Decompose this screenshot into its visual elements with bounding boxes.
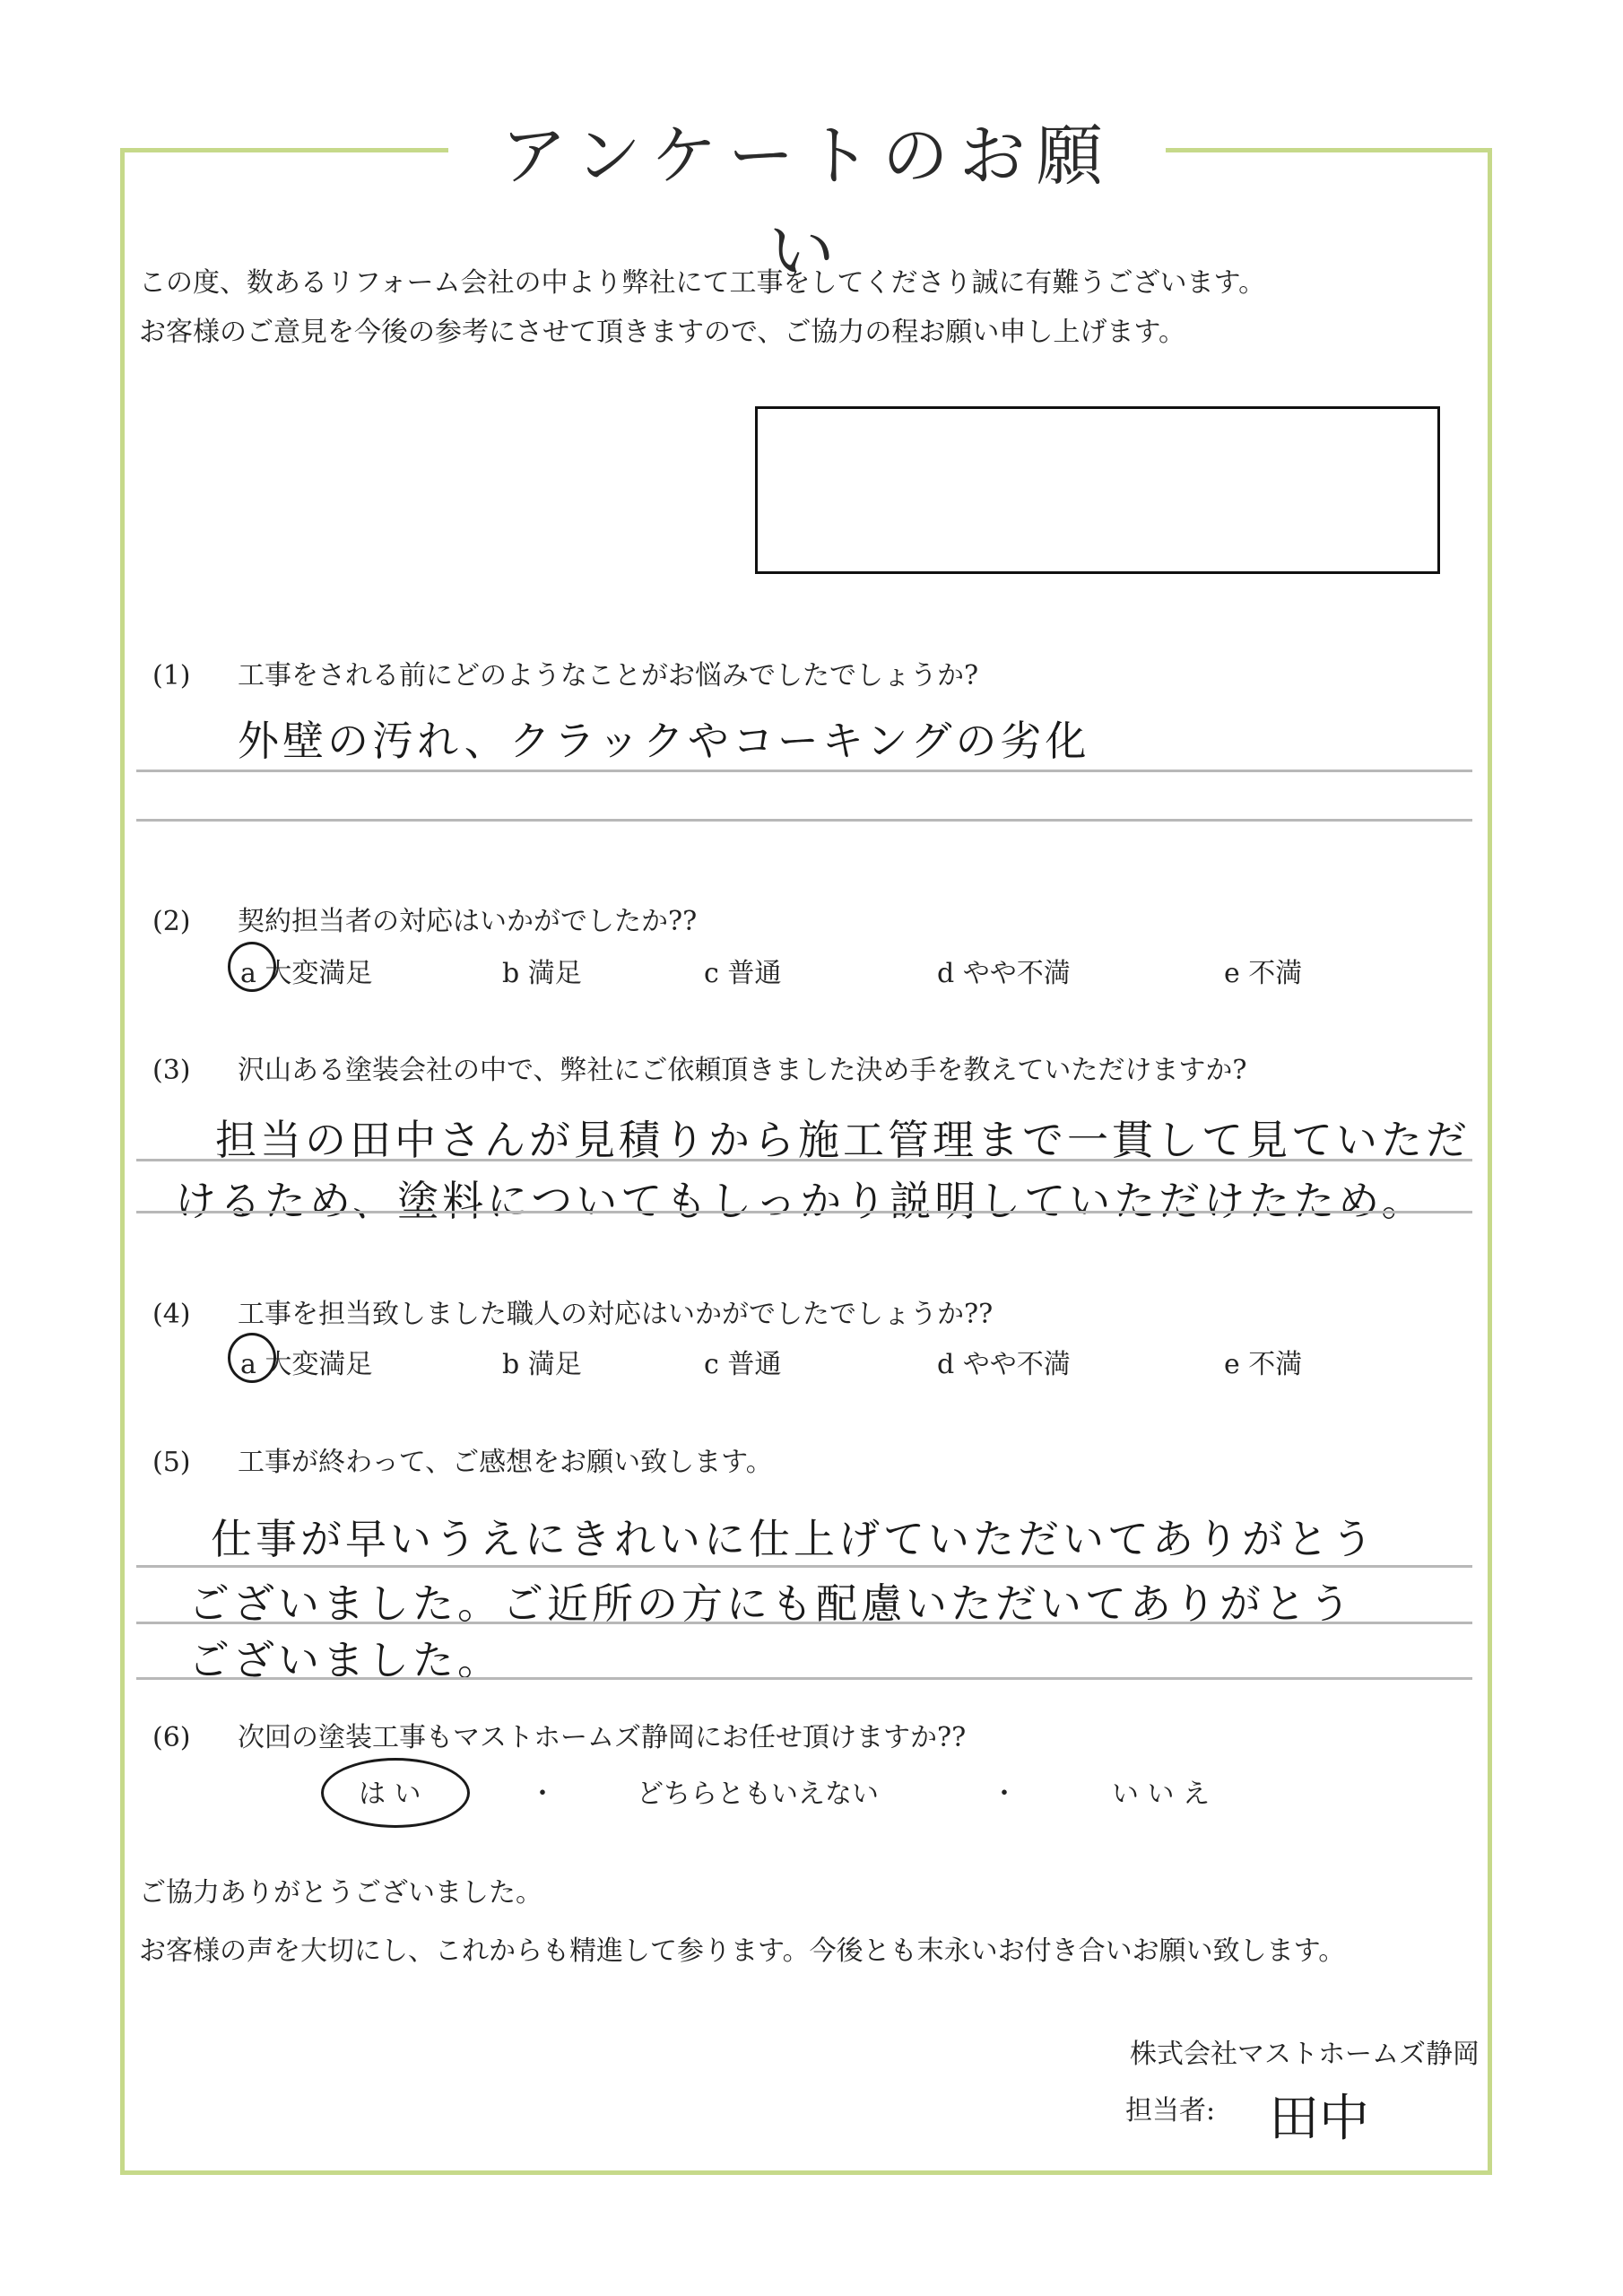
q4-option-e[interactable]: e 不満 [1224,1349,1303,1380]
q2-selection-circle [228,942,276,992]
q2-option-a[interactable]: a 大変満足 [240,958,373,989]
q2-option-c[interactable]: c 普通 [704,958,782,989]
intro-line-2: お客様のご意見を今後の参考にさせて頂きますので、ご協力の程お願い申し上げます。 [139,317,1185,348]
company-name: 株式会社マストホームズ静岡 [1130,2039,1480,2070]
question-3: (3) 沢山ある塗装会社の中で、弊社にご依頼頂きました決め手を教えていただけますか? [152,1055,1247,1086]
q2-option-b[interactable]: b 満足 [502,958,582,989]
question-2: (2) 契約担当者の対応はいかがでしたか?? [152,906,698,937]
closing-line-1: ご協力ありがとうございました。 [139,1877,542,1909]
question-4: (4) 工事を担当致しました職人の対応はいかがでしたでしょうか?? [152,1299,994,1330]
redacted-name-box [755,406,1440,574]
intro-line-1: この度、数あるリフォーム会社の中より弊社にて工事をしてくださり誠に有難うございます。 [139,267,1266,299]
q6-separator: ・ [529,1779,556,1810]
q4-selection-circle [228,1333,276,1383]
q2-option-e[interactable]: e 不満 [1224,958,1303,989]
answer-1-line-1: 外壁の汚れ、クラックやコーキングの劣化 [238,717,1090,765]
q6-separator: ・ [991,1779,1018,1810]
staff-label: 担当者: [1125,2095,1216,2126]
page-title: アンケートのお願い [448,103,1166,293]
q4-option-a[interactable]: a 大変満足 [240,1349,373,1380]
answer-3-line-2: けるため、塗料についてもしっかり説明していただけたため。 [175,1177,1427,1225]
question-1: (1) 工事をされる前にどのようなことがお悩みでしたでしょうか? [152,660,979,691]
question-6: (6) 次回の塗装工事もマストホームズ静岡にお任せ頂けますか?? [152,1722,967,1753]
answer-rule [136,1565,1472,1568]
question-5: (5) 工事が終わって、ご感想をお願い致します。 [152,1447,773,1478]
answer-rule [136,819,1472,822]
answer-rule [136,1211,1472,1213]
answer-rule [136,1622,1472,1624]
q6-option-yes[interactable]: は い [359,1779,421,1810]
q6-selection-circle [321,1758,470,1828]
answer-5-line-2: ございました。ご近所の方にも配慮いただいてありがとう [188,1579,1354,1628]
q6-option-no[interactable]: い い え [1112,1779,1211,1810]
q4-option-b[interactable]: b 満足 [502,1349,582,1380]
answer-3-line-1: 担当の田中さんが見積りから施工管理まで一貫して見ていただ [215,1116,1471,1164]
answer-5-line-1: 仕事が早いうえにきれいに仕上げていただいてありがとう [211,1515,1376,1563]
answer-5-line-3: ございました。 [188,1636,502,1684]
q4-option-d[interactable]: d やや不満 [937,1349,1071,1380]
answer-rule [136,1677,1472,1680]
answer-rule [136,1159,1472,1161]
answer-rule [136,770,1472,772]
q4-option-c[interactable]: c 普通 [704,1349,782,1380]
staff-signature: 田中 [1269,2090,1369,2148]
q6-option-neither[interactable]: どちらともいえない [637,1779,879,1810]
q2-option-d[interactable]: d やや不満 [937,958,1071,989]
closing-line-2: お客様の声を大切にし、これからも精進して参ります。今後とも末永いお付き合いお願い致します。 [139,1935,1346,1967]
